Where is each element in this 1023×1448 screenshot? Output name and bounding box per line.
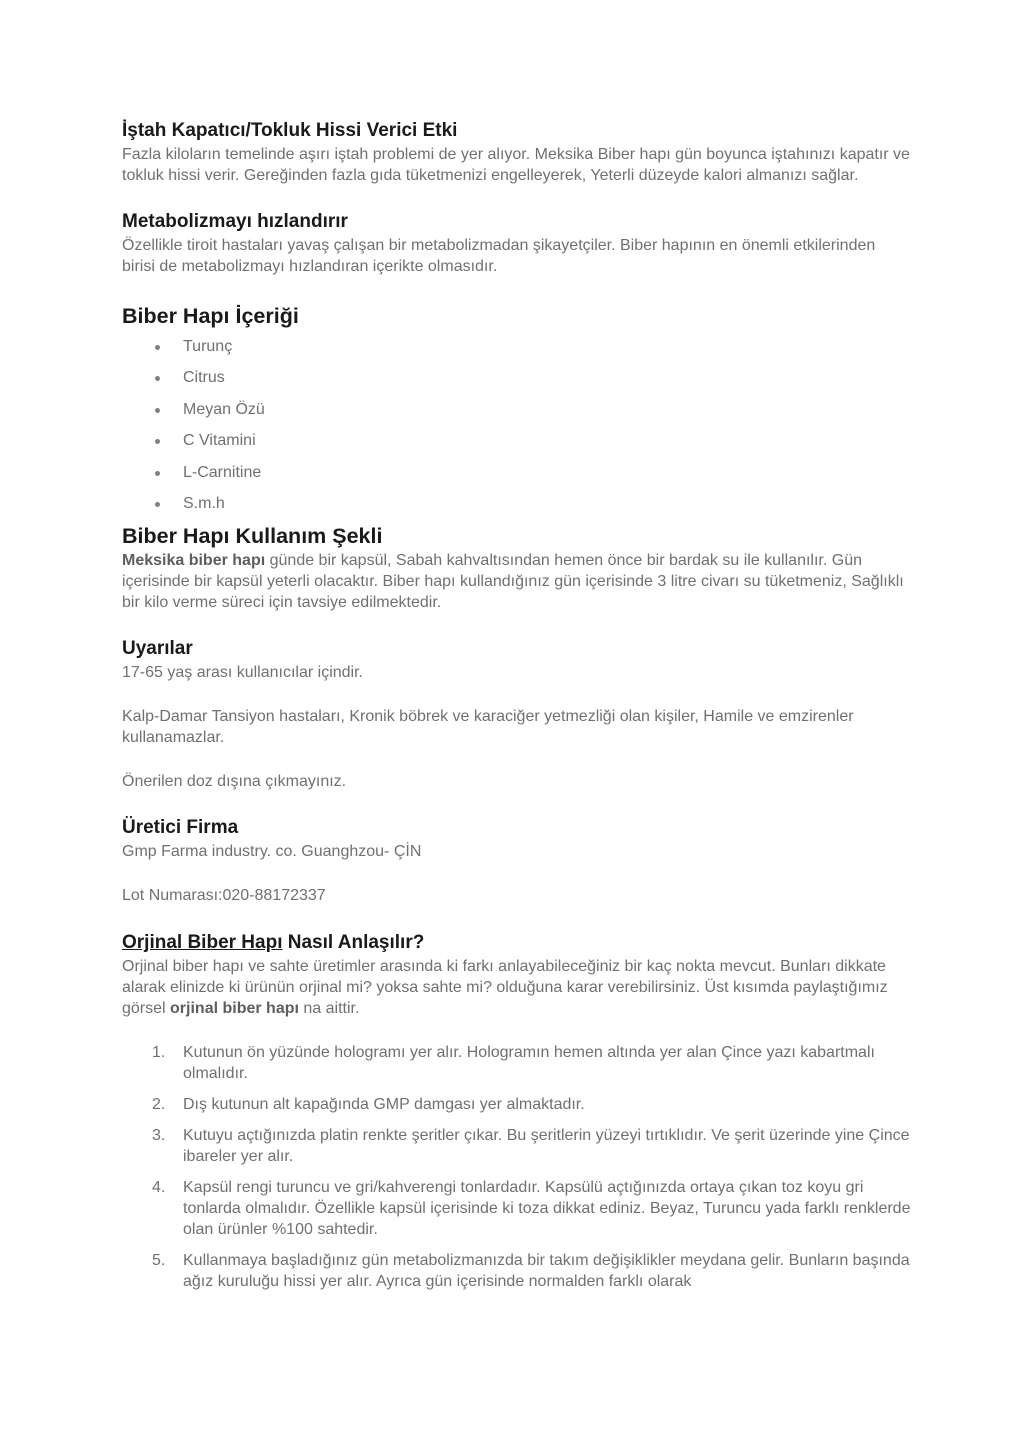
usage-bold-text: Meksika biber hapı bbox=[122, 552, 266, 570]
list-item: Meyan Özü bbox=[122, 399, 912, 430]
section-body-usage: Meksika biber hapı günde bir kapsül, Sabah kahvaltısından hemen önce bir bardak su ile kullanılır. Gün içerisinde bir kapsül yeterli olacaktır. Biber hapı kullandığınız gün içerisinde 3 litre civarı su tüketmeniz, Sağlıklı bir kilo verme süreci için tavsiye edilmektedir. bbox=[122, 552, 904, 612]
list-item: S.m.h bbox=[122, 493, 912, 524]
section-body-original: Orjinal biber hapı ve sahte üretimler arasında ki farkı anlayabileceğiniz bir kaç nokta mevcut. Bunları dikkate alarak elinizde ki ürünün orjinal mi? yoksa sahte mi? olduğuna karar verebilirsiniz. Üst kısımda paylaştığımız görsel orjinal biber hapı na aittir. bbox=[122, 958, 888, 1018]
authenticity-list bbox=[122, 1042, 912, 1292]
list-item: L-Carnitine bbox=[122, 462, 912, 493]
list-item: Citrus bbox=[122, 367, 912, 398]
warning-conditions: Kalp-Damar Tansiyon hastaları, Kronik böbrek ve karaciğer yetmezliği olan kişiler, Hamile ve emzirenler kullanamazlar. bbox=[122, 708, 854, 747]
list-item: 3. Kutuyu açtığınızda platin renkte şeritler çıkar. Bu şeritlerin yüzeyi tırtıklıdır. Ve şerit üzerinde yine Çince ibareler yer alır. bbox=[152, 1127, 910, 1166]
section-title-usage: Biber Hapı Kullanım Şekli bbox=[122, 524, 383, 549]
warning-dose: Önerilen doz dışına çıkmayınız. bbox=[122, 773, 347, 791]
original-biber-hapi-link[interactable]: Orjinal Biber Hapı bbox=[122, 932, 283, 954]
bullet-icon bbox=[155, 376, 160, 381]
manufacturer-name: Gmp Farma industry. co. Guanghzou- ÇİN bbox=[122, 843, 422, 861]
list-item: 1. Kutunun ön yüzünde hologramı yer alır. Hologramın hemen altında yer alan Çince yazı kabartmalı olmalıdır. bbox=[152, 1044, 875, 1083]
bullet-icon bbox=[155, 471, 160, 476]
bullet-icon bbox=[155, 502, 160, 507]
section-body-metabolism: Özellikle tiroit hastaları yavaş çalışan bir metabolizmadan şikayetçiler. Biber hapının en önemli etkilerinden birisi de metabolizmayı hızlandıran içerikte olmasıdır. bbox=[122, 237, 876, 275]
warning-age: 17-65 yaş arası kullanıcılar içindir. bbox=[122, 664, 363, 682]
bullet-icon bbox=[155, 439, 160, 444]
list-item: 2. Dış kutunun alt kapağında GMP damgası yer almaktadır. bbox=[152, 1096, 585, 1114]
bullet-icon bbox=[155, 408, 160, 413]
ingredients-list bbox=[122, 336, 912, 524]
original-bold-text: orjinal biber hapı bbox=[170, 1000, 299, 1018]
section-title-appetite: İştah Kapatıcı/Tokluk Hissi Verici Etki bbox=[122, 120, 458, 141]
lot-number: Lot Numarası:020-88172337 bbox=[122, 887, 326, 905]
section-title-warnings: Uyarılar bbox=[122, 638, 193, 660]
section-title-ingredients: Biber Hapı İçeriği bbox=[122, 304, 299, 328]
section-body-appetite: Fazla kiloların temelinde aşırı iştah problemi de yer alıyor. Meksika Biber hapı gün boyunca iştahınızı kapatır ve tokluk hissi verir. Gereğinden fazla gıda tüketmenizi engelleyerek, Yeterli düzeyde kalori almanızı sağlar. bbox=[122, 146, 910, 184]
section-title-original: Orjinal Biber Hapı Nasıl Anlaşılır? bbox=[122, 932, 425, 954]
section-title-manufacturer: Üretici Firma bbox=[122, 817, 239, 839]
bullet-icon bbox=[155, 345, 160, 350]
list-item: 5. Kullanmaya başladığınız gün metabolizmanızda bir takım değişiklikler meydana gelir. Bunların başında ağız kuruluğu hissi yer alır. Ayrıca gün içerisinde normalden farklı olarak bbox=[152, 1252, 910, 1291]
section-title-metabolism: Metabolizmayı hızlandırır bbox=[122, 211, 348, 232]
document-page bbox=[122, 118, 912, 1302]
list-item: 4. Kapsül rengi turuncu ve gri/kahverengi tonlardadır. Kapsülü açtığınızda ortaya çıkan toz koyu gri tonlarda olmalıdır. Özellikle kapsül içerisinde ki toza dikkat ediniz. Beyaz, Turuncu yada farklı renklerde olan ürünler %100 sahtedir. bbox=[152, 1179, 911, 1239]
list-item: Turunç bbox=[122, 336, 912, 367]
list-item: C Vitamini bbox=[122, 430, 912, 461]
